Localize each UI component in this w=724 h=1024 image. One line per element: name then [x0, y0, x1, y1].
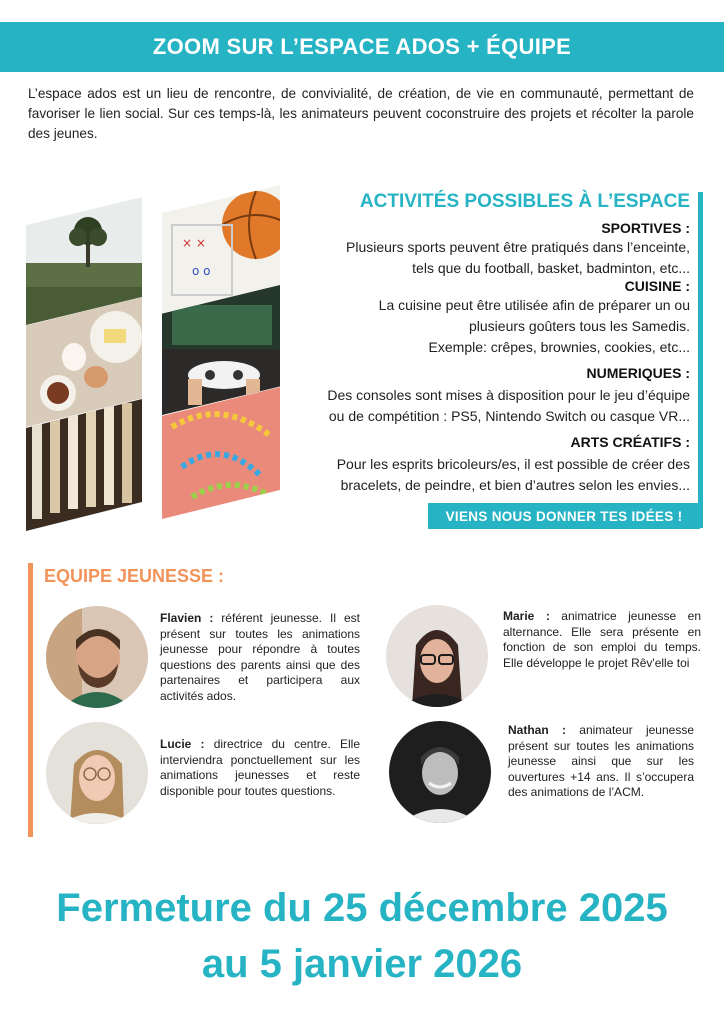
activity-photo-mosaic — [22, 185, 284, 535]
activity-numeriques — [270, 364, 690, 427]
activity-line: La cuisine peut être utilisée afin de préparer un ou — [378, 297, 690, 313]
avatar-flavien — [46, 606, 148, 708]
member-text: référent jeunesse. Il est présent sur toutes les animations jeunesse pour répondre à toutes questions des parents ainsi que des partenaires et participera aux activités ados. — [160, 611, 360, 703]
team-accent-border — [28, 563, 33, 837]
activity-category: CUISINE : — [624, 278, 690, 294]
activity-line: bracelets, de peindre, et bien d’autres selon les envies... — [340, 477, 690, 493]
avatar-nathan — [389, 721, 491, 823]
member-name: Lucie : — [160, 737, 205, 751]
activity-line: Pour les esprits bricoleurs/es, il est possible de créer des — [336, 456, 690, 472]
avatar-lucie — [46, 722, 148, 824]
member-text: animateur jeunesse présent sur toutes les animations jeunesse ainsi que sur les ouvertures +14 ans. Il s’occupera des animations de l’ACM. — [508, 723, 694, 799]
member-text: directrice du centre. Elle interviendra ponctuellement sur les animations jeunesses et reste disponible pour toutes questions. — [160, 737, 361, 798]
activity-line: plusieurs goûters tous les Samedis. — [469, 318, 690, 334]
member-name: Nathan : — [508, 723, 566, 737]
activity-line: Plusieurs sports peuvent être pratiqués dans l’enceinte, — [346, 239, 690, 255]
intro-paragraph: L’espace ados est un lieu de rencontre, de convivialité, de création, de vie en communauté, permettant de favoriser le lien social. Sur ces temps-là, les animateurs peuvent coconstruire des projets et récolter la parole des jeunes. — [28, 86, 694, 141]
bio-flavien — [160, 611, 360, 704]
page-title: ZOOM SUR L’ESPACE ADOS + ÉQUIPE — [152, 34, 572, 59]
activity-line: ou de compétition : PS5, Nintendo Switch ou casque VR... — [328, 408, 690, 424]
activity-category: ARTS CRÉATIFS : — [570, 434, 690, 450]
activity-category: SPORTIVES : — [601, 220, 690, 236]
activities-title: ACTIVITÉS POSSIBLES À L’ESPACE — [359, 191, 690, 212]
svg-text:o o: o o — [192, 264, 211, 278]
header-banner — [0, 22, 724, 72]
member-name: Marie : — [503, 609, 550, 623]
team-title: EQUIPE JEUNESSE : — [44, 566, 225, 586]
closing-dates-line1: Fermeture du 25 décembre 2025 — [56, 886, 668, 930]
member-name: Flavien : — [160, 611, 214, 625]
activity-category: NUMERIQUES : — [586, 365, 690, 381]
svg-text:× ×: × × — [182, 236, 206, 250]
bio-marie — [503, 609, 701, 671]
activity-sportives — [270, 219, 690, 279]
activities-accent-border — [698, 192, 703, 528]
member-text: animatrice jeunesse en alternance. Elle sera présente en fonction de son emploi du temps. Elle développe le projet Rêv'elle toi — [503, 609, 701, 670]
activity-arts-creatifs — [270, 433, 690, 496]
activity-cuisine — [270, 277, 690, 358]
bio-lucie — [160, 737, 360, 799]
ideas-call-to-action: VIENS NOUS DONNER TES IDÉES ! — [428, 503, 700, 529]
activity-line: Des consoles sont mises à disposition pour le jeu d’équipe — [327, 387, 690, 403]
closing-dates-line2: au 5 janvier 2026 — [201, 942, 523, 986]
avatar-marie — [386, 605, 488, 707]
activity-line: tels que du football, basket, badminton, etc... — [412, 260, 690, 276]
activity-line: Exemple: crêpes, brownies, cookies, etc... — [428, 339, 690, 355]
bio-nathan — [508, 723, 694, 801]
